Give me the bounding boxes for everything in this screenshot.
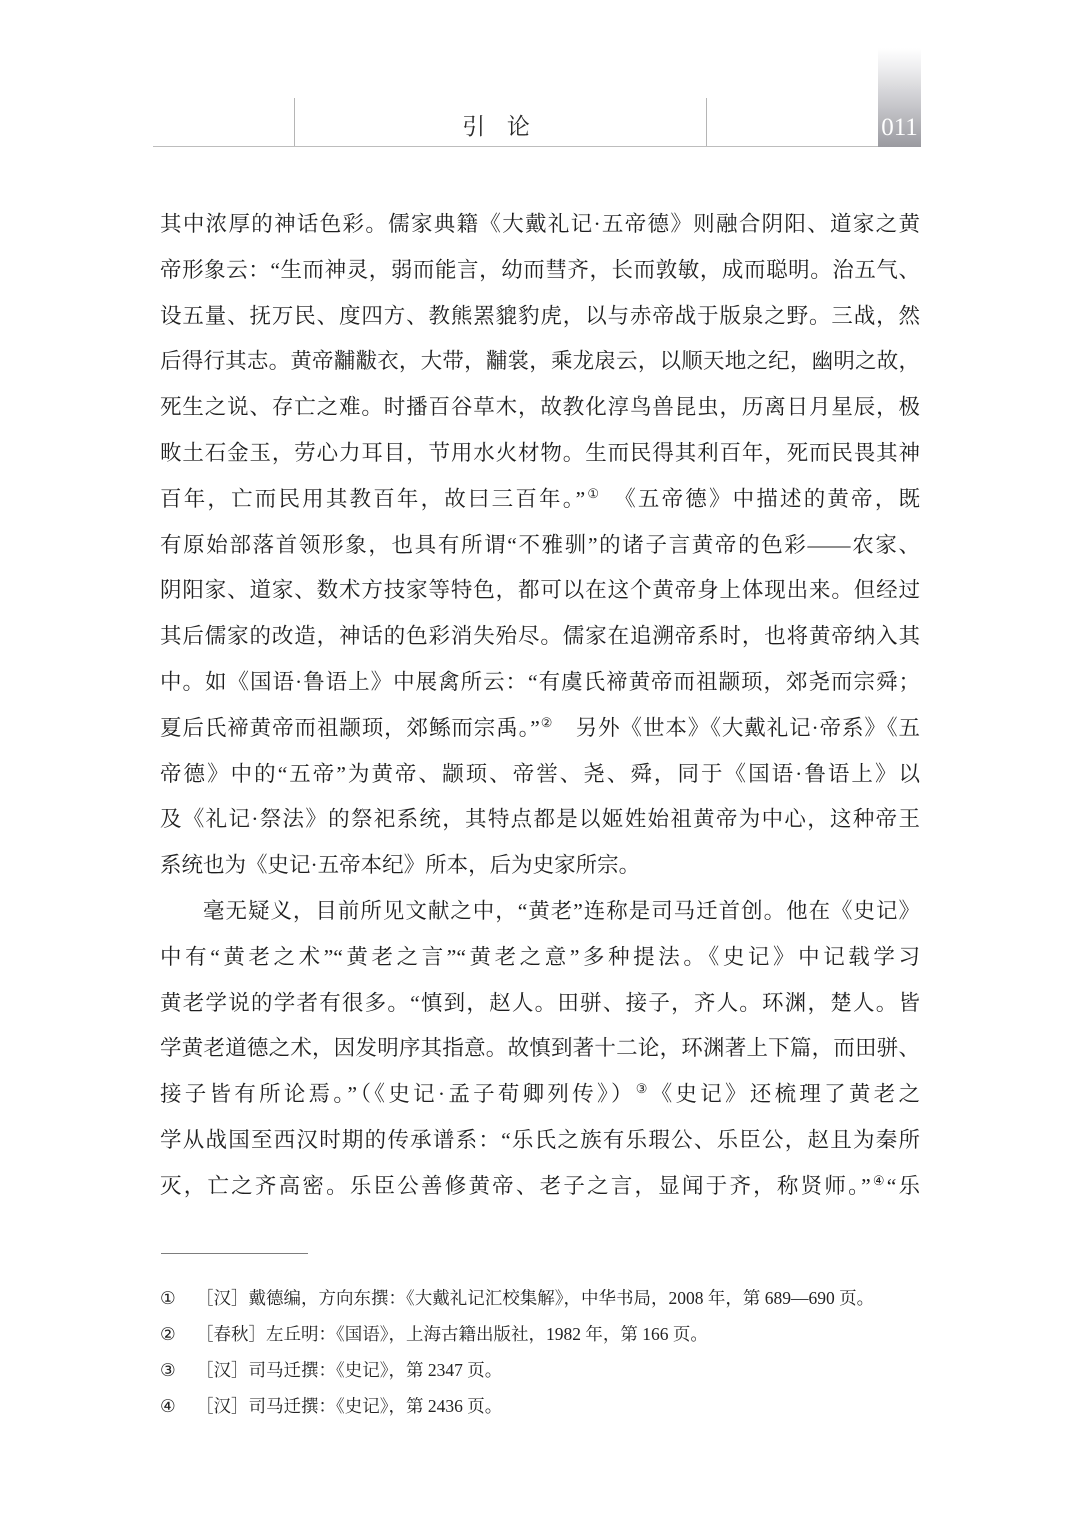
- body-line: [160, 752, 920, 798]
- body-line: [160, 568, 920, 614]
- body-line-text: 有原始部落首领形象，也具有所谓“不雅驯”的诸子言黄帝的色彩——农家、: [160, 532, 920, 557]
- body-line: [160, 1164, 920, 1210]
- body-line-text: 帝德》中的“五帝”为黄帝、颛顼、帝喾、尧、舜，同于《国语·鲁语上》以: [160, 761, 920, 786]
- body-line-text: 接子皆有所论焉。”（《史记·孟子荀卿列传》）: [160, 1082, 636, 1107]
- body-line-text: 其后儒家的改造，神话的色彩消失殆尽。儒家在追溯帝系时，也将黄帝纳入其: [160, 624, 920, 649]
- footnote-text: ［春秋］左丘明：《国语》，上海古籍出版社，1982 年，第 166 页。: [196, 1324, 708, 1344]
- footnote-ref: ④: [870, 1172, 887, 1188]
- body-line-text: 夏后氏禘黄帝而祖颛顼，郊鲧而宗禹。”: [160, 715, 540, 740]
- header-tick-right: [706, 98, 707, 146]
- body-line: [160, 614, 920, 660]
- footnote-item: [160, 1316, 930, 1352]
- body-line-text: 其中浓厚的神话色彩。儒家典籍《大戴礼记·五帝德》则融合阴阳、道家之黄: [160, 212, 920, 236]
- body-line: [160, 294, 920, 340]
- footnote-text: ［汉］戴德编，方向东撰：《大戴礼记汇校集解》，中华书局，2008 年，第 689—690 页。: [196, 1288, 875, 1308]
- body-line: [160, 1118, 920, 1164]
- body-line: [160, 843, 920, 889]
- footnote-marker: ②: [160, 1324, 176, 1344]
- body-line-text: 学从战国至西汉时期的传承谱系：“乐氏之族有乐瑕公、乐臣公，赵且为秦所: [160, 1127, 920, 1152]
- body-line: [160, 889, 920, 935]
- body-line-text: 《五帝德》中描述的黄帝，既: [601, 486, 921, 511]
- footnote-marker: ④: [160, 1396, 176, 1416]
- body-line-text: 阴阳家、道家、数术方技家等特色，都可以在这个黄帝身上体现出来。但经过: [160, 578, 920, 603]
- footnote-item: [160, 1352, 930, 1388]
- page-number-bar: [878, 48, 921, 147]
- footnote-item: [160, 1280, 930, 1316]
- body-line-text: 中。如《国语·鲁语上》中展禽所云：“有虞氏禘黄帝而祖颛顼，郊尧而宗舜；: [160, 669, 920, 694]
- body-line: [160, 797, 920, 843]
- body-line: [160, 431, 920, 477]
- body-line-text: 另外《世本》《大戴礼记·帝系》《五: [553, 715, 920, 740]
- footnote-marker: ③: [160, 1360, 176, 1380]
- body-line: [160, 339, 920, 385]
- body-line-text: 黄老学说的学者有很多。“慎到，赵人。田骈、接子，齐人。环渊，楚人。皆: [160, 990, 920, 1015]
- body-line-text: 中有“黄老之术”“黄老之言”“黄老之意”多种提法。《史记》中记载学习: [160, 944, 920, 969]
- body-line-text: 毫无疑义，目前所见文献之中，“黄老”连称是司马迁首创。他在《史记》: [203, 898, 920, 923]
- body-line: [160, 248, 920, 294]
- page-title: 引 论: [462, 114, 538, 139]
- body-line: [160, 385, 920, 431]
- body-line-text: 《史记》还梳理了黄老之: [650, 1082, 920, 1107]
- body-line: [160, 706, 920, 752]
- body-line: [160, 1026, 920, 1072]
- header-rule: [153, 146, 921, 147]
- body-line-text: 学黄老道德之术，因发明序其指意。故慎到著十二论，环渊著上下篇，而田骈、: [160, 1036, 920, 1061]
- footnote-ref: ③: [635, 1080, 651, 1096]
- body-line-text: 及《礼记·祭法》的祭祀系统，其特点都是以姬姓始祖黄帝为中心，这种帝王: [160, 807, 920, 832]
- footnotes: [160, 1280, 930, 1424]
- footnote-text: ［汉］司马迁撰：《史记》，第 2347 页。: [196, 1360, 503, 1380]
- body-line: [160, 660, 920, 706]
- body-line-text: 死生之说、存亡之难。时播百谷草木，故教化淳鸟兽昆虫，历离日月星辰，极: [160, 395, 920, 420]
- body-line-text: 设五量、抚万民、度四方、教熊罴貔豹虎，以与赤帝战于版泉之野。三战，然: [160, 303, 920, 328]
- body-line-text: 系统也为《史记·五帝本纪》所本，后为史家所宗。: [160, 853, 641, 878]
- body-line: [160, 202, 920, 248]
- body-line-text: “乐: [886, 1173, 921, 1198]
- body-line: [160, 981, 920, 1027]
- body-line: [160, 523, 920, 569]
- body-line-text: 畋土石金玉，劳心力耳目，节用水火材物。生而民得其利百年，死而民畏其神: [160, 440, 920, 465]
- footnote-marker: ①: [160, 1288, 176, 1308]
- footnote-item: [160, 1388, 930, 1424]
- footnote-ref: ①: [585, 485, 602, 501]
- body-line-text: 灭，亡之齐高密。乐臣公善修黄帝、老子之言，显闻于齐，称贤师。”: [160, 1173, 871, 1198]
- body-line-text: 百年，亡而民用其教百年，故曰三百年。”: [160, 486, 586, 511]
- body-line-text: 后得行其志。黄帝黼黻衣，大带，黼裳，乘龙扆云，以顺天地之纪，幽明之故，: [160, 349, 920, 374]
- footnote-separator: [161, 1253, 308, 1254]
- body-line: [160, 1072, 920, 1118]
- page-number: 011: [881, 114, 918, 141]
- footnote-ref: ②: [539, 714, 554, 730]
- body-text: [160, 202, 920, 1210]
- body-line: [160, 935, 920, 981]
- body-line: [160, 477, 920, 523]
- body-line-text: 帝形象云：“生而神灵，弱而能言，幼而彗齐，长而敦敏，成而聪明。治五气、: [160, 257, 920, 282]
- footnote-text: ［汉］司马迁撰：《史记》，第 2436 页。: [196, 1396, 503, 1416]
